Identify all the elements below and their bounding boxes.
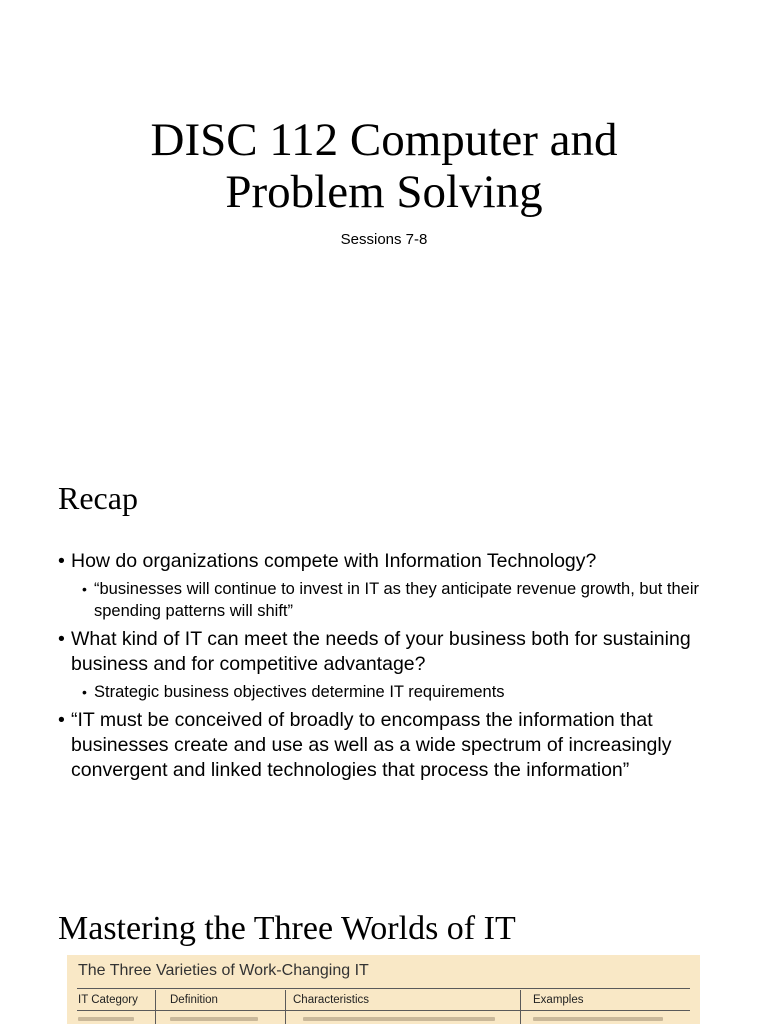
cropped-cell-text bbox=[303, 1017, 495, 1021]
three-worlds-heading: Mastering the Three Worlds of IT bbox=[58, 910, 516, 947]
recap-heading: Recap bbox=[58, 480, 138, 516]
bullet-item: • “IT must be conceived of broadly to encompass the information that businesses create and use as well as a wide spectrum of increasingly convergent and linked technologies that process the information” bbox=[58, 708, 738, 783]
table-rule bbox=[77, 988, 690, 989]
bullet-item: • How do organizations compete with Information Technology? bbox=[58, 549, 738, 574]
slide-title-line-2: Problem Solving bbox=[225, 166, 543, 218]
column-separator bbox=[285, 990, 286, 1024]
column-header-definition: Definition bbox=[170, 994, 218, 1006]
cropped-cell-text bbox=[533, 1017, 663, 1021]
table-title: The Three Varieties of Work-Changing IT bbox=[78, 962, 369, 979]
sub-bullet-item: • “businesses will continue to invest in IT as they anticipate revenue growth, but their spending patterns will shift” bbox=[82, 578, 738, 622]
recap-bullet-list bbox=[58, 549, 738, 787]
column-separator bbox=[155, 990, 156, 1024]
slide-subtitle: Sessions 7-8 bbox=[340, 231, 428, 248]
cropped-cell-text bbox=[78, 1017, 134, 1021]
column-header-characteristics: Characteristics bbox=[293, 994, 370, 1006]
column-header-it-category: IT Category bbox=[78, 994, 138, 1006]
slide-title-line-1: DISC 112 Computer and bbox=[150, 114, 618, 166]
column-separator bbox=[520, 990, 521, 1024]
column-header-examples: Examples bbox=[533, 994, 584, 1006]
bullet-item: • What kind of IT can meet the needs of your business both for sustaining business and for competitive advantage? bbox=[58, 627, 738, 677]
sub-bullet-item: • Strategic business objectives determine IT requirements bbox=[82, 681, 738, 703]
it-varieties-table bbox=[67, 955, 700, 1024]
slide-title bbox=[0, 114, 768, 218]
cropped-cell-text bbox=[170, 1017, 258, 1021]
table-rule bbox=[77, 1010, 690, 1011]
